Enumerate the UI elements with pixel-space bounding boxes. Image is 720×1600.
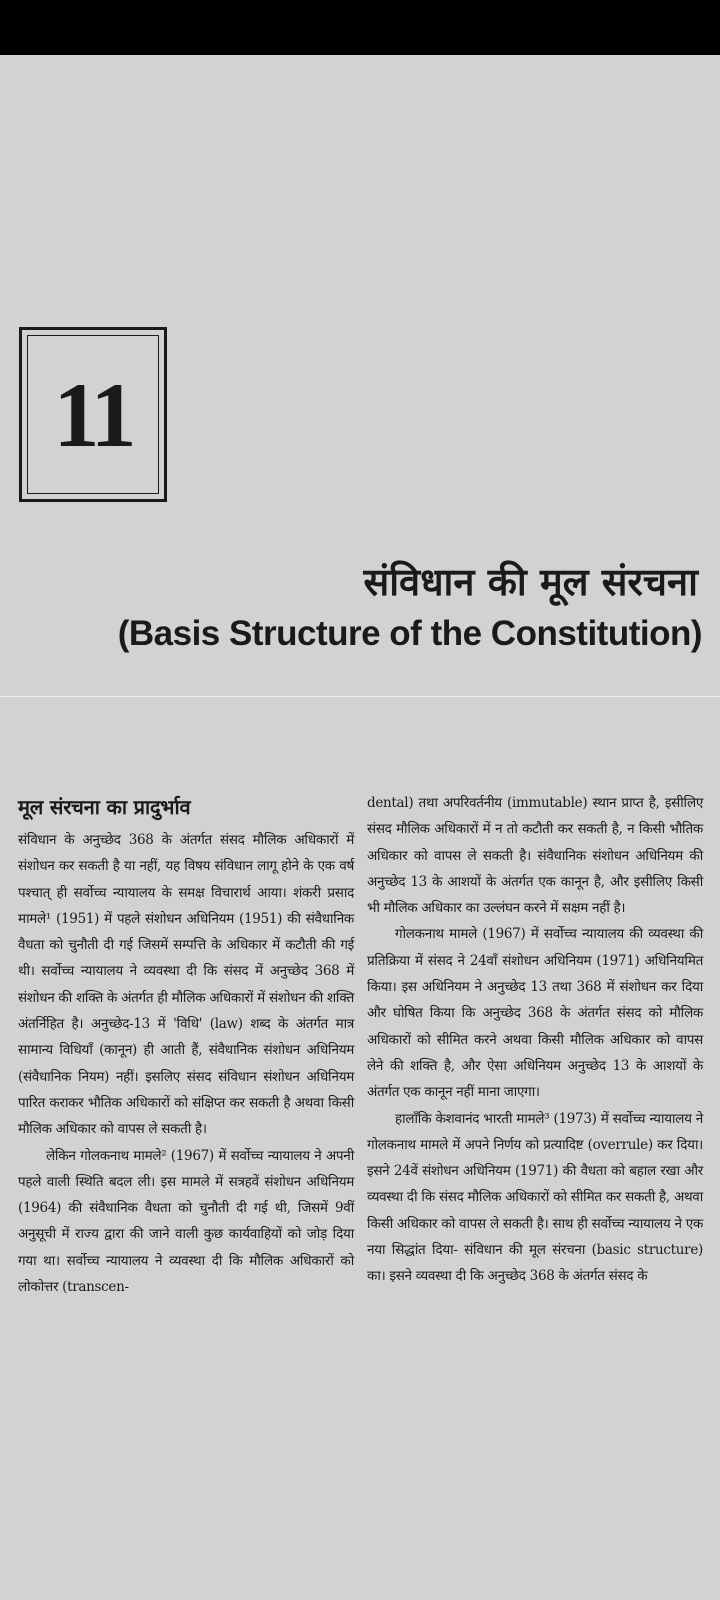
section-divider: [0, 696, 720, 697]
paragraph: dental) तथा अपरिवर्तनीय (immutable) स्थान प्राप्त है, इसीलिए संसद मौलिक अधिकारों में न तो कटौती कर सकती है, न किसी भौतिक अधिकार को वापस ले सकती है। संवैधानिक संशोधन अधिनियम की अनुच्छेद 13 के आशयों के अंतर्गत एक कानून है, और इसीलिए किसी भी मौलिक अधिकार का उल्लंघन करने में सक्षम नहीं है।: [367, 795, 703, 917]
paragraph: संविधान के अनुच्छेद 368 के अंतर्गत संसद मौलिक अधिकारों में संशोधन कर सकती है या नहीं, यह विषय संविधान लागू होने के एक वर्ष पश्चात् ही सर्वोच्च न्यायालय के समक्ष विचारार्थ आया। शंकरी प्रसाद मामले¹ (1951) में पहले संशोधन अधिनियम (1951) की संवैधानिक वैधता को चुनौती दी गई जिसमें सम्पत्ति के अधिकार में कटौती की गई थी। सर्वोच्च न्यायालय ने व्यवस्था दी कि संसद में अनुच्छेद 368 में संशोधन की शक्ति के अंतर्गत ही मौलिक अधिकारों में संशोधन की शक्ति अंतर्निहित है। अनुच्छेद-13 में 'विधि' (law) शब्द के अंतर्गत मात्र सामान्य विधियाँ (कानून) ही आती हैं, संवैधानिक संशोधन अधिनियम (संवैधानिक नियम) नहीं। इसलिए संसद संविधान संशोधन अधिनियम पारित कराकर भौतिक अधिकारों को संक्षिप्त कर सकती है अथवा किसी मौलिक अधिकार को वापस ले सकती है।: [18, 832, 354, 1138]
paragraph: गोलकनाथ मामले (1967) में सर्वोच्च न्यायालय की व्यवस्था की प्रतिक्रिया में संसद ने 24वाँ संशोधन अधिनियम (1971) अधिनियमित किया। इस अधिनियम ने अनुच्छेद 13 तथा 368 में संशोधन कर दिया और घोषित किया कि अनुच्छेद 368 के अंतर्गत संसद को मौलिक अधिकारों को सीमित करने अथवा किसी मौलिक अधिकार को वापस लेने की शक्ति है, और ऐसा अधिनियम अनुच्छेद 13 के आशयों के अंतर्गत एक कानून नहीं माना जाएगा।: [367, 926, 703, 1101]
chapter-title-english: (Basis Structure of the Constitution): [117, 614, 702, 653]
paragraph: लेकिन गोलकनाथ मामले² (1967) में सर्वोच्च न्यायालय ने अपनी पहले वाली स्थिति बदल ली। इस मामले में सत्रहवें संशोधन अधिनियम (1964) की संवैधानिक वैधता को चुनौती दी गई थी, जिसमें 9वीं अनुसूची में राज्य द्वारा की जाने वाली कुछ कार्यवाहियों को जोड़ दिया गया था। सर्वोच्च न्यायालय ने व्यवस्था दी कि मौलिक अधिकारों को लोकोत्तर (transcen-: [18, 1147, 354, 1296]
chapter-number-box: [19, 327, 167, 502]
chapter-title-hindi: संविधान की मूल संरचना: [363, 559, 698, 604]
chapter-number: 11: [53, 363, 133, 466]
paragraph: हालाँकि केशवानंद भारती मामले³ (1973) में सर्वोच्च न्यायालय ने गोलकनाथ मामले में अपने निर्णय को प्रत्यादिष्ट (overrule) कर दिया। इसने 24वें संशोधन अधिनियम (1971) की वैधता को बहाल रखा और व्यवस्था दी कि संसद मौलिक अधिकारों को सीमित कर सकती है, अथवा किसी अधिकार को वापस ले सकती है। साथ ही सर्वोच्च न्यायालय ने एक नया सिद्धांत दिया- संविधान की मूल संरचना (basic structure) का। इसने व्यवस्था दी कि अनुच्छेद 368 के अंतर्गत संसद के: [367, 1110, 703, 1285]
section-heading: मूल संरचना का प्रादुर्भाव: [18, 795, 191, 819]
chapter-number-box-inner: [27, 335, 159, 494]
left-text-column: [18, 793, 354, 1300]
right-text-column: [367, 790, 703, 1290]
top-black-bar: [0, 0, 720, 55]
